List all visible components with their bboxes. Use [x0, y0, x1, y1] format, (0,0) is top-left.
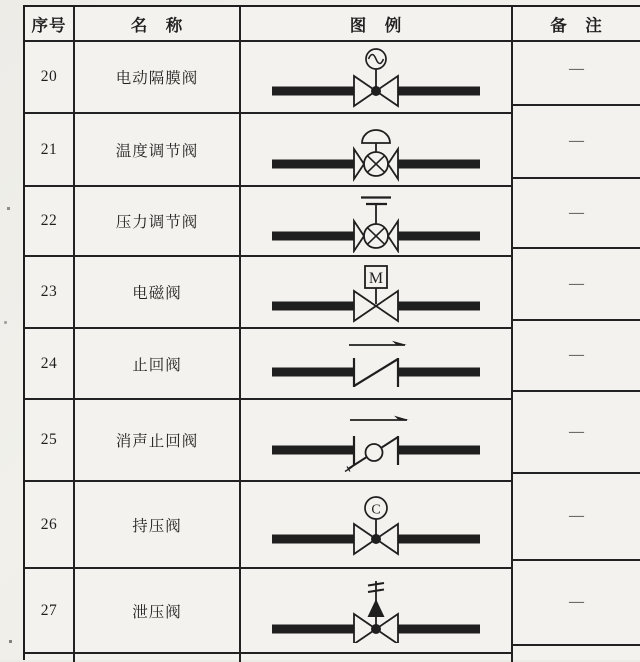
valve-name-cell: 消声止回阀 — [75, 400, 241, 482]
scan-noise — [0, 0, 1, 1]
row-number-cell: 22 — [25, 187, 75, 257]
remark-cell: — — [513, 392, 640, 474]
partial-cell — [25, 654, 75, 662]
legend-table — [23, 5, 640, 660]
partial-cell — [513, 654, 640, 662]
symbol-cell — [241, 114, 513, 187]
svg-text:C: C — [371, 502, 381, 517]
valve-name-cell: 温度调节阀 — [75, 114, 241, 187]
valve-name-cell: 电磁阀 — [75, 257, 241, 329]
row-number-cell: 23 — [25, 257, 75, 329]
symbol-cell — [241, 569, 513, 654]
remark-cell: — — [513, 561, 640, 646]
remark-cell: — — [513, 321, 640, 392]
symbol-cell — [241, 329, 513, 400]
valve-name-cell: 电动隔膜阀 — [75, 42, 241, 114]
remark-cell: — — [513, 474, 640, 561]
partial-next-row — [25, 654, 640, 662]
pressure-regulating-valve-symbol — [241, 187, 511, 255]
svg-text:M: M — [368, 270, 384, 287]
pressure-sustaining-valve-symbol — [241, 482, 511, 567]
remark-cell: — — [513, 249, 640, 321]
symbol-cell — [241, 400, 513, 482]
electric-diaphragm-valve-symbol — [241, 42, 511, 112]
table-row — [25, 569, 640, 654]
remark-cell: — — [513, 106, 640, 179]
header-serial: 序号 — [25, 7, 75, 42]
remark-cell: — — [513, 179, 640, 249]
table-row — [25, 329, 640, 400]
table-row — [25, 42, 640, 114]
header-remark: 备 注 — [513, 7, 640, 42]
partial-cell — [75, 654, 241, 662]
row-number-cell: 21 — [25, 114, 75, 187]
table-row — [25, 482, 640, 569]
valve-name-cell: 止回阀 — [75, 329, 241, 400]
check-valve-symbol — [241, 329, 511, 398]
symbol-cell — [241, 482, 513, 569]
temperature-regulating-valve-symbol — [241, 114, 511, 185]
symbol-cell — [241, 257, 513, 329]
row-number-cell: 24 — [25, 329, 75, 400]
pressure-relief-valve-symbol — [241, 569, 511, 652]
row-number-cell: 20 — [25, 42, 75, 114]
silencing-check-valve-symbol — [241, 400, 511, 480]
table-row — [25, 257, 640, 329]
valve-name-cell: 泄压阀 — [75, 569, 241, 654]
row-number-cell: 25 — [25, 400, 75, 482]
partial-cell — [241, 654, 513, 662]
valve-name-cell: 持压阀 — [75, 482, 241, 569]
header-legend: 图 例 — [241, 7, 513, 42]
valve-name-cell: 压力调节阀 — [75, 187, 241, 257]
remark-cell: — — [513, 34, 640, 106]
header-name: 名 称 — [75, 7, 241, 42]
symbol-cell — [241, 187, 513, 257]
table-row — [25, 187, 640, 257]
table-row — [25, 114, 640, 187]
row-number-cell: 27 — [25, 569, 75, 654]
symbol-cell — [241, 42, 513, 114]
table-body — [25, 42, 640, 654]
row-number-cell: 26 — [25, 482, 75, 569]
table-row — [25, 400, 640, 482]
solenoid-valve-symbol — [241, 257, 511, 327]
